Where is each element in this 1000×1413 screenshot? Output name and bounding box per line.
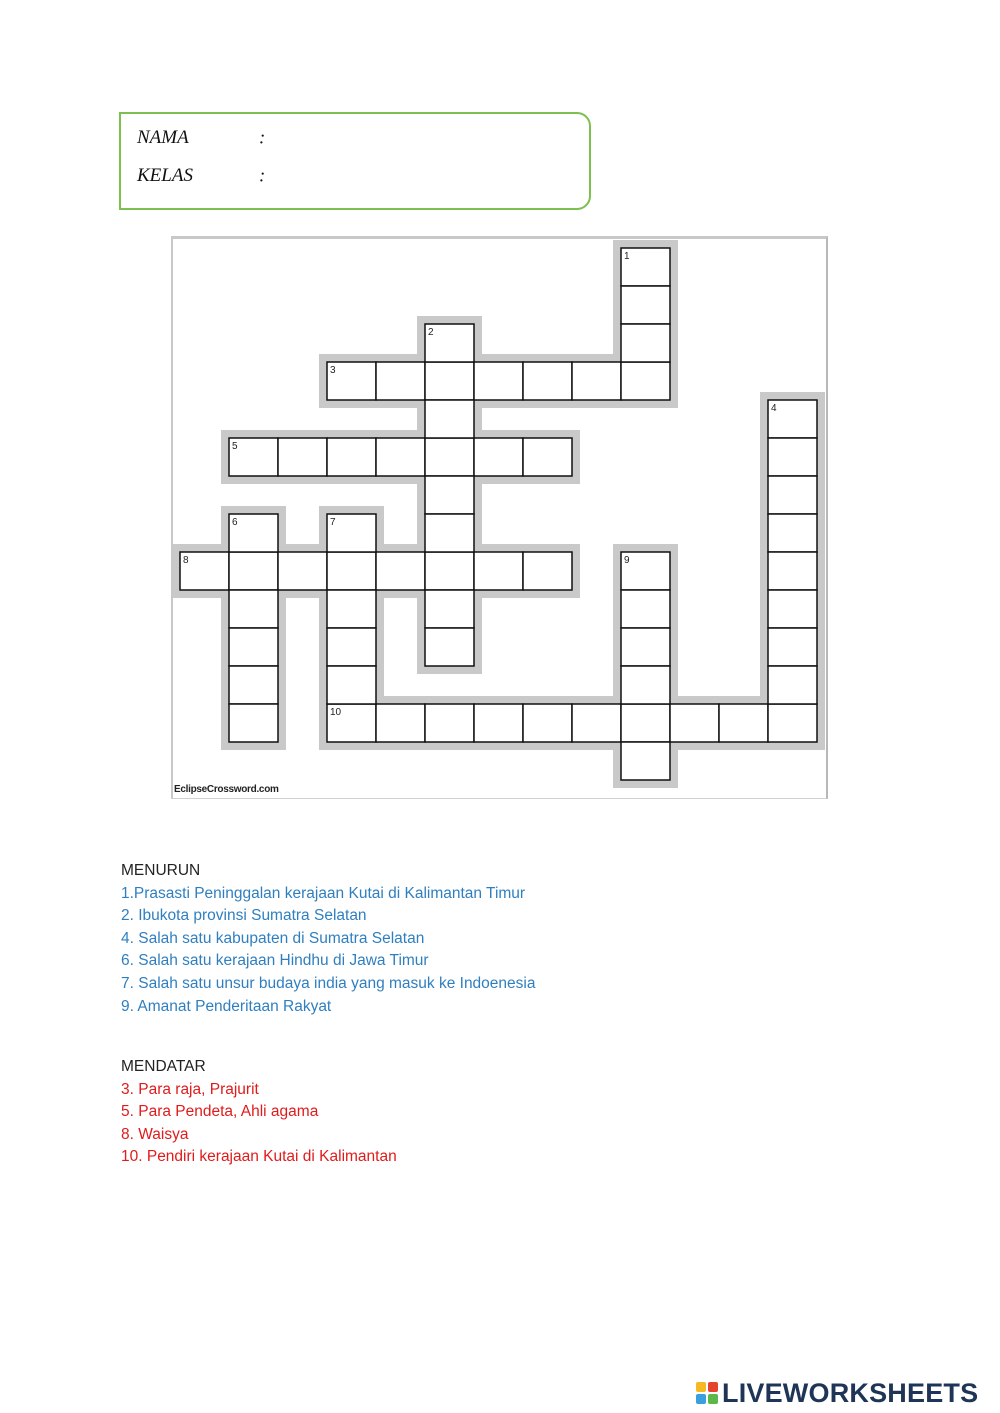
crossword-cell[interactable]	[768, 552, 817, 590]
across-heading: MENDATAR	[121, 1058, 206, 1075]
crossword-cell[interactable]	[229, 628, 278, 666]
crossword-cell[interactable]	[621, 704, 670, 742]
crossword-cell[interactable]	[229, 666, 278, 704]
clue-number: 2	[428, 327, 434, 338]
clue-number: 5	[232, 441, 238, 452]
clue-number: 4	[771, 403, 777, 414]
crossword-cell[interactable]	[768, 666, 817, 704]
crossword-cell[interactable]	[621, 742, 670, 780]
crossword-cell[interactable]	[425, 476, 474, 514]
crossword-cell[interactable]	[768, 628, 817, 666]
class-input[interactable]	[275, 165, 535, 189]
across-clues	[121, 1056, 397, 1169]
crossword-cell[interactable]	[425, 400, 474, 438]
liveworksheets-logo	[696, 1379, 978, 1407]
crossword-cell[interactable]	[425, 552, 474, 590]
puzzle-credit: EclipseCrossword.com	[174, 784, 279, 795]
down-clue: 4. Salah satu kabupaten di Sumatra Selatan	[121, 929, 425, 947]
crossword-cell[interactable]	[572, 704, 621, 742]
crossword-cell[interactable]	[425, 362, 474, 400]
crossword-cell[interactable]	[229, 704, 278, 742]
crossword-cell[interactable]	[768, 590, 817, 628]
crossword-cell[interactable]	[572, 362, 621, 400]
crossword-cell[interactable]	[768, 476, 817, 514]
across-clue: 3. Para raja, Prajurit	[121, 1080, 259, 1098]
clue-number: 6	[232, 517, 238, 528]
crossword-cell[interactable]	[376, 362, 425, 400]
crossword-cell[interactable]	[229, 552, 278, 590]
name-label: NAMA	[137, 127, 189, 149]
crossword-cell[interactable]	[523, 704, 572, 742]
across-clue: 5. Para Pendeta, Ahli agama	[121, 1103, 319, 1121]
crossword-cell[interactable]	[621, 324, 670, 362]
across-clue: 8. Waisya	[121, 1125, 189, 1143]
logo-text: LIVEWORKSHEETS	[722, 1377, 979, 1408]
crossword-cell[interactable]	[425, 438, 474, 476]
crossword-cell[interactable]	[229, 590, 278, 628]
name-row	[137, 127, 535, 151]
crossword-cell[interactable]	[376, 704, 425, 742]
clue-number: 7	[330, 517, 336, 528]
crossword-cell[interactable]	[278, 438, 327, 476]
crossword-cell[interactable]	[327, 552, 376, 590]
down-clue: 2. Ibukota provinsi Sumatra Selatan	[121, 907, 367, 925]
crossword-cell[interactable]	[719, 704, 768, 742]
crossword-cell[interactable]	[425, 628, 474, 666]
crossword-cell[interactable]	[327, 590, 376, 628]
down-clue: 1.Prasasti Peninggalan kerajaan Kutai di Kalimantan Timur	[121, 884, 526, 902]
crossword-cell[interactable]	[425, 704, 474, 742]
name-separator: :	[259, 127, 266, 149]
crossword-cell[interactable]	[327, 438, 376, 476]
clue-number: 9	[624, 555, 630, 566]
crossword-cell[interactable]	[278, 552, 327, 590]
clue-number: 1	[624, 251, 630, 262]
class-label: KELAS	[137, 165, 193, 187]
across-clue: 10. Pendiri kerajaan Kutai di Kalimantan	[121, 1148, 397, 1166]
down-clue: 7. Salah satu unsur budaya india yang masuk ke Indoenesia	[121, 974, 536, 992]
down-clue: 6. Salah satu kerajaan Hindhu di Jawa Timur	[121, 952, 429, 970]
down-heading: MENURUN	[121, 862, 201, 879]
clue-number: 10	[330, 707, 342, 718]
clue-number: 3	[330, 365, 336, 376]
crossword-cell[interactable]	[768, 514, 817, 552]
crossword-cell[interactable]	[474, 704, 523, 742]
crossword-cell[interactable]	[376, 438, 425, 476]
crossword-cell[interactable]	[425, 514, 474, 552]
crossword-cell[interactable]	[523, 552, 572, 590]
crossword-cell[interactable]	[376, 552, 425, 590]
crossword-puzzle	[171, 236, 828, 799]
crossword-cell[interactable]	[523, 362, 572, 400]
crossword-cell[interactable]	[621, 628, 670, 666]
crossword-cell[interactable]	[474, 362, 523, 400]
crossword-cell[interactable]	[425, 590, 474, 628]
crossword-cell[interactable]	[474, 438, 523, 476]
crossword-cell[interactable]	[621, 666, 670, 704]
crossword-cell[interactable]	[523, 438, 572, 476]
clue-number: 8	[183, 555, 189, 566]
liveworksheets-logo-icon	[696, 1382, 718, 1404]
crossword-cell[interactable]	[327, 666, 376, 704]
crossword-cell[interactable]	[474, 552, 523, 590]
student-info-box	[119, 112, 591, 210]
crossword-grid	[173, 239, 828, 799]
crossword-cell[interactable]	[327, 628, 376, 666]
name-input[interactable]	[275, 127, 535, 151]
crossword-cell[interactable]	[670, 704, 719, 742]
crossword-cell[interactable]	[768, 704, 817, 742]
crossword-cell[interactable]	[621, 286, 670, 324]
crossword-cell[interactable]	[768, 438, 817, 476]
class-row	[137, 165, 535, 189]
down-clues	[121, 860, 535, 1018]
crossword-cell[interactable]	[621, 362, 670, 400]
down-clue: 9. Amanat Penderitaan Rakyat	[121, 997, 332, 1015]
crossword-cell[interactable]	[621, 590, 670, 628]
class-separator: :	[259, 165, 266, 187]
